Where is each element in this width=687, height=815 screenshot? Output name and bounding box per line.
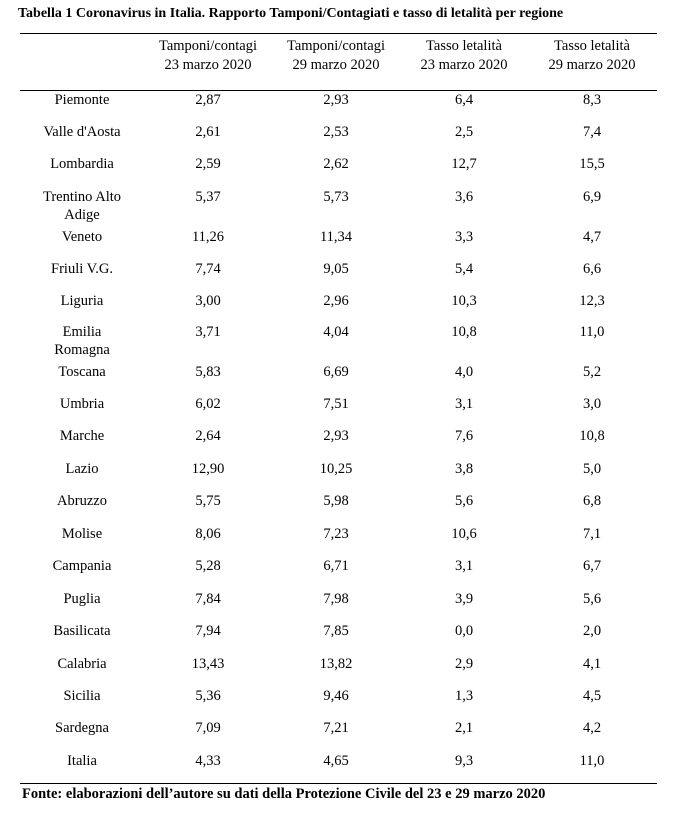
letalita-29-value: 6,7 <box>582 558 602 574</box>
letalita-29-value: 10,8 <box>579 428 605 444</box>
table-row <box>0 557 687 577</box>
tamponi-29-value: 2,93 <box>323 92 349 108</box>
tamponi-29-value: 6,71 <box>323 558 349 574</box>
region-name <box>20 188 144 224</box>
region-name-line: Veneto <box>61 229 103 245</box>
table-row <box>0 395 687 415</box>
tamponi-23-value: 5,75 <box>195 493 221 509</box>
tamponi-29-value: 6,69 <box>323 364 349 380</box>
region-name-line: Friuli V.G. <box>51 261 113 277</box>
letalita-23-value: 9,3 <box>454 753 474 769</box>
table-row <box>0 292 687 312</box>
letalita-29-value: 4,5 <box>582 688 602 704</box>
region-name-line: Piemonte <box>54 92 110 108</box>
region-name-line: Toscana <box>58 364 106 380</box>
letalita-29-value: 7,1 <box>582 526 602 542</box>
letalita-29-value: 2,0 <box>582 623 602 639</box>
region-name <box>20 525 144 544</box>
tamponi-23-value: 3,71 <box>195 324 221 340</box>
region-name <box>20 492 144 511</box>
tamponi-23-value: 7,94 <box>195 623 221 639</box>
region-name-line: Campania <box>52 558 112 574</box>
table-row <box>0 188 687 223</box>
tamponi-23-value: 5,83 <box>195 364 221 380</box>
region-name-line: Abruzzo <box>57 493 107 509</box>
letalita-23-value: 2,1 <box>454 720 474 736</box>
tamponi-23-value: 4,33 <box>195 753 221 769</box>
letalita-23-value: 10,3 <box>451 293 477 309</box>
region-name-line: Umbria <box>59 396 105 412</box>
region-name <box>20 123 144 142</box>
letalita-23-value: 3,6 <box>454 189 474 205</box>
region-name <box>20 427 144 446</box>
region-name <box>20 91 144 110</box>
letalita-29-value: 6,6 <box>582 261 602 277</box>
table-row <box>0 323 687 358</box>
table-row <box>0 91 687 111</box>
region-name-line: Trentino Alto <box>42 189 122 205</box>
letalita-23-value: 3,8 <box>454 461 474 477</box>
tamponi-29-value: 11,34 <box>319 229 353 245</box>
tamponi-29-value: 13,82 <box>319 656 353 672</box>
letalita-29-value: 11,0 <box>579 324 605 340</box>
tamponi-23-value: 5,37 <box>195 189 221 205</box>
tamponi-23-value: 5,28 <box>195 558 221 574</box>
region-name <box>20 363 144 382</box>
region-name <box>20 622 144 641</box>
letalita-29-value: 5,6 <box>582 591 602 607</box>
letalita-29-value: 7,4 <box>582 124 602 140</box>
tamponi-29-value: 4,65 <box>323 753 349 769</box>
letalita-23-value: 1,3 <box>454 688 474 704</box>
header-tamponi-23 <box>144 37 272 75</box>
letalita-29-value: 15,5 <box>579 156 605 172</box>
tamponi-29-value: 9,46 <box>323 688 349 704</box>
region-name-line: Emilia <box>62 324 102 340</box>
letalita-29-value: 4,2 <box>582 720 602 736</box>
tamponi-29-value: 2,96 <box>323 293 349 309</box>
letalita-23-value: 3,1 <box>454 558 474 574</box>
region-name <box>20 557 144 576</box>
tamponi-23-value: 8,06 <box>195 526 221 542</box>
table-top-rule <box>20 33 657 34</box>
table-row <box>0 363 687 383</box>
region-name <box>20 460 144 479</box>
letalita-29-value: 12,3 <box>579 293 605 309</box>
header-line: Tamponi/contagi <box>158 38 258 54</box>
letalita-23-value: 5,4 <box>454 261 474 277</box>
table-row <box>0 752 687 772</box>
region-name-line: Calabria <box>57 656 107 672</box>
tamponi-29-value: 2,93 <box>323 428 349 444</box>
letalita-29-value: 6,8 <box>582 493 602 509</box>
region-name <box>20 752 144 771</box>
header-line: 23 marzo 2020 <box>420 57 508 73</box>
header-line: Tasso letalità <box>554 38 630 54</box>
region-name <box>20 292 144 311</box>
table-row <box>0 427 687 447</box>
letalita-23-value: 3,9 <box>454 591 474 607</box>
region-name <box>20 260 144 279</box>
region-name-line: Puglia <box>63 591 101 607</box>
letalita-23-value: 2,5 <box>454 124 474 140</box>
region-name-line: Sardegna <box>55 720 109 736</box>
region-name <box>20 655 144 674</box>
header-line: Tamponi/contagi <box>286 38 386 54</box>
region-name-line: Romagna <box>54 342 110 358</box>
table-row <box>0 687 687 707</box>
letalita-29-value: 8,3 <box>582 92 602 108</box>
tamponi-29-value: 2,53 <box>323 124 349 140</box>
table-row <box>0 525 687 545</box>
region-name <box>20 228 144 247</box>
tamponi-29-value: 7,51 <box>323 396 349 412</box>
tamponi-29-value: 2,62 <box>323 156 349 172</box>
tamponi-23-value: 3,00 <box>195 293 221 309</box>
tamponi-29-value: 5,98 <box>323 493 349 509</box>
header-letalita-29 <box>528 37 656 75</box>
letalita-23-value: 10,6 <box>451 526 477 542</box>
table-source-note: Fonte: elaborazioni dell’autore su dati della Protezione Civile del 23 e 29 marzo 2020 <box>22 786 546 802</box>
letalita-29-value: 4,1 <box>582 656 602 672</box>
tamponi-23-value: 7,74 <box>195 261 221 277</box>
letalita-23-value: 12,7 <box>451 156 477 172</box>
region-name <box>20 687 144 706</box>
tamponi-23-value: 13,43 <box>191 656 225 672</box>
table-row <box>0 590 687 610</box>
letalita-23-value: 3,3 <box>454 229 474 245</box>
header-line: 29 marzo 2020 <box>548 57 636 73</box>
letalita-23-value: 6,4 <box>454 92 474 108</box>
tamponi-23-value: 2,61 <box>195 124 221 140</box>
letalita-23-value: 2,9 <box>454 656 474 672</box>
region-name <box>20 395 144 414</box>
tamponi-23-value: 11,26 <box>191 229 225 245</box>
letalita-23-value: 3,1 <box>454 396 474 412</box>
region-name-line: Italia <box>67 753 97 769</box>
tamponi-29-value: 4,04 <box>323 324 349 340</box>
table-row <box>0 260 687 280</box>
header-line: Tasso letalità <box>426 38 502 54</box>
table-row <box>0 655 687 675</box>
region-name-line: Lazio <box>65 461 99 477</box>
table-row <box>0 228 687 248</box>
region-name-line: Liguria <box>60 293 104 309</box>
region-name-line: Lombardia <box>50 156 114 172</box>
letalita-29-value: 6,9 <box>582 189 602 205</box>
header-line: 29 marzo 2020 <box>292 57 380 73</box>
tamponi-29-value: 9,05 <box>323 261 349 277</box>
tamponi-23-value: 6,02 <box>195 396 221 412</box>
table-bottom-rule <box>20 783 657 784</box>
region-name <box>20 719 144 738</box>
tamponi-23-value: 7,84 <box>195 591 221 607</box>
region-name <box>20 155 144 174</box>
tamponi-29-value: 7,21 <box>323 720 349 736</box>
letalita-29-value: 11,0 <box>579 753 605 769</box>
tamponi-23-value: 7,09 <box>195 720 221 736</box>
header-letalita-23 <box>400 37 528 75</box>
letalita-29-value: 4,7 <box>582 229 602 245</box>
letalita-23-value: 4,0 <box>454 364 474 380</box>
table-row <box>0 460 687 480</box>
table-row <box>0 492 687 512</box>
region-name-line: Sicilia <box>63 688 101 704</box>
tamponi-29-value: 7,98 <box>323 591 349 607</box>
region-name-line: Adige <box>64 207 100 223</box>
table-row <box>0 719 687 739</box>
header-tamponi-29 <box>272 37 400 75</box>
region-name <box>20 323 144 359</box>
region-name-line: Molise <box>61 526 103 542</box>
letalita-29-value: 5,2 <box>582 364 602 380</box>
table-title: Tabella 1 Coronavirus in Italia. Rapporto Tamponi/Contagiati e tasso di letalità per regione <box>18 6 564 21</box>
tamponi-29-value: 7,23 <box>323 526 349 542</box>
tamponi-23-value: 2,59 <box>195 156 221 172</box>
tamponi-23-value: 12,90 <box>191 461 225 477</box>
table-row <box>0 123 687 143</box>
tamponi-29-value: 5,73 <box>323 189 349 205</box>
letalita-23-value: 0,0 <box>454 623 474 639</box>
letalita-29-value: 3,0 <box>582 396 602 412</box>
header-line: 23 marzo 2020 <box>164 57 252 73</box>
tamponi-29-value: 10,25 <box>319 461 353 477</box>
letalita-23-value: 7,6 <box>454 428 474 444</box>
region-name-line: Basilicata <box>53 623 111 639</box>
letalita-23-value: 10,8 <box>451 324 477 340</box>
tamponi-23-value: 5,36 <box>195 688 221 704</box>
table-row <box>0 155 687 175</box>
table-row <box>0 622 687 642</box>
tamponi-23-value: 2,87 <box>195 92 221 108</box>
region-name-line: Marche <box>59 428 105 444</box>
letalita-29-value: 5,0 <box>582 461 602 477</box>
tamponi-23-value: 2,64 <box>195 428 221 444</box>
tamponi-29-value: 7,85 <box>323 623 349 639</box>
region-name <box>20 590 144 609</box>
letalita-23-value: 5,6 <box>454 493 474 509</box>
region-name-line: Valle d'Aosta <box>43 124 121 140</box>
